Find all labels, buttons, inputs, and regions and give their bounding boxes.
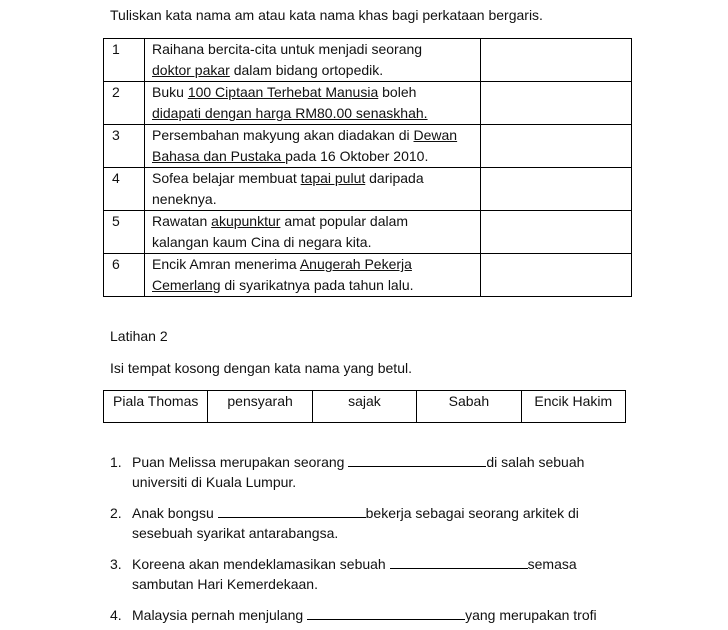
answer-blank[interactable] <box>307 605 465 620</box>
sentence-text: Encik Amran menerima <box>152 256 300 272</box>
word-bank-item: sajak <box>312 391 416 423</box>
sentence-cell <box>145 211 481 254</box>
underlined-word: didapati dengan harga RM80.00 senaskhah. <box>152 105 428 121</box>
question-text: yang merupakan trofi <box>465 607 597 623</box>
row-number: 6 <box>104 254 145 297</box>
answer-blank[interactable] <box>390 554 528 569</box>
sentence-text: Buku <box>152 84 188 100</box>
sentence-text: amat popular dalam <box>280 213 409 229</box>
exercise-row <box>104 211 632 254</box>
underlined-word: 100 Ciptaan Terhebat Manusia <box>187 84 379 100</box>
exercise-1-table <box>103 38 632 297</box>
question-2 <box>110 503 612 543</box>
exercise-row <box>104 39 632 82</box>
question-number: 1. <box>110 454 122 470</box>
question-3 <box>110 554 612 594</box>
sentence-cell <box>145 168 481 211</box>
word-bank-item: pensyarah <box>208 391 312 423</box>
sentence-text: neneknya. <box>152 191 217 207</box>
answer-cell[interactable] <box>481 211 632 254</box>
exercise-row <box>104 125 632 168</box>
sentence-cell <box>145 125 481 168</box>
answer-cell[interactable] <box>481 254 632 297</box>
underlined-word: akupunktur <box>211 213 281 229</box>
question-text: Anak bongsu <box>132 505 218 521</box>
sentence-line <box>152 146 480 167</box>
sentence-cell <box>145 39 481 82</box>
question-text: universiti di Kuala Lumpur. <box>132 474 297 490</box>
exercise-row <box>104 168 632 211</box>
answer-blank[interactable] <box>348 452 486 467</box>
answer-cell[interactable] <box>481 82 632 125</box>
sentence-cell <box>145 82 481 125</box>
section-title: Latihan 2 <box>110 328 168 344</box>
exercise-row <box>104 82 632 125</box>
question-text: Puan Melissa merupakan seorang <box>132 454 349 470</box>
question-text: bekerja sebagai seorang arkitek di <box>365 505 579 521</box>
row-number: 3 <box>104 125 145 168</box>
answer-cell[interactable] <box>481 125 632 168</box>
sentence-text: di syarikatnya pada tahun lalu. <box>220 277 414 293</box>
sentence-line <box>152 168 480 189</box>
underlined-word: Cemerlang <box>152 277 221 293</box>
sentence-text: Rawatan <box>152 213 212 229</box>
sentence-text: pada 16 Oktober 2010. <box>285 148 429 164</box>
word-bank-item: Encik Hakim <box>521 391 625 423</box>
sentence-text: boleh <box>378 84 417 100</box>
sentence-line <box>152 60 480 81</box>
section-instruction: Isi tempat kosong dengan kata nama yang betul. <box>110 360 412 376</box>
underlined-word: Anugerah Pekerja <box>299 256 412 272</box>
question-number: 2. <box>110 505 122 521</box>
underlined-word: tapai pulut <box>300 170 366 186</box>
answer-cell[interactable] <box>481 168 632 211</box>
sentence-text: Persembahan makyung akan diadakan di <box>152 127 414 143</box>
sentence-line <box>152 211 480 232</box>
question-text: Koreena akan mendeklamasikan sebuah <box>132 556 390 572</box>
question-text: sesebuah syarikat antarabangsa. <box>132 525 339 541</box>
sentence-line <box>152 232 480 253</box>
row-number: 1 <box>104 39 145 82</box>
sentence-line <box>152 189 480 210</box>
sentence-text: dalam bidang ortopedik. <box>229 62 384 78</box>
question-text: sambutan Hari Kemerdekaan. <box>132 576 318 592</box>
sentence-line <box>152 39 480 60</box>
sentence-line <box>152 103 480 124</box>
word-bank-item: Sabah <box>417 391 521 423</box>
word-bank-item: Piala Thomas <box>104 391 208 423</box>
row-number: 4 <box>104 168 145 211</box>
question-text: semasa <box>527 556 577 572</box>
question-number: 3. <box>110 556 122 572</box>
sentence-text: Sofea belajar membuat <box>152 170 301 186</box>
question-1 <box>110 452 612 492</box>
sentence-text: kalangan kaum Cina di negara kita. <box>152 234 372 250</box>
underlined-word: Bahasa dan Pustaka <box>152 148 286 164</box>
sentence-text: Raihana bercita-cita untuk menjadi seorang <box>152 41 423 57</box>
answer-blank[interactable] <box>218 503 366 518</box>
sentence-cell <box>145 254 481 297</box>
row-number: 2 <box>104 82 145 125</box>
exercise-row <box>104 254 632 297</box>
word-bank-table <box>103 390 626 423</box>
underlined-word: Dewan <box>413 127 458 143</box>
instruction-text: Tuliskan kata nama am atau kata nama khas bagi perkataan bergaris. <box>110 7 543 23</box>
sentence-line <box>152 275 480 296</box>
sentence-line <box>152 82 480 103</box>
sentence-line <box>152 254 480 275</box>
question-number: 4. <box>110 607 122 623</box>
question-4 <box>110 605 612 625</box>
row-number: 5 <box>104 211 145 254</box>
question-text: di salah sebuah <box>486 454 585 470</box>
question-text: Malaysia pernah menjulang <box>132 607 308 623</box>
sentence-line <box>152 125 480 146</box>
answer-cell[interactable] <box>481 39 632 82</box>
underlined-word: doktor pakar <box>152 62 230 78</box>
sentence-text: daripada <box>365 170 424 186</box>
